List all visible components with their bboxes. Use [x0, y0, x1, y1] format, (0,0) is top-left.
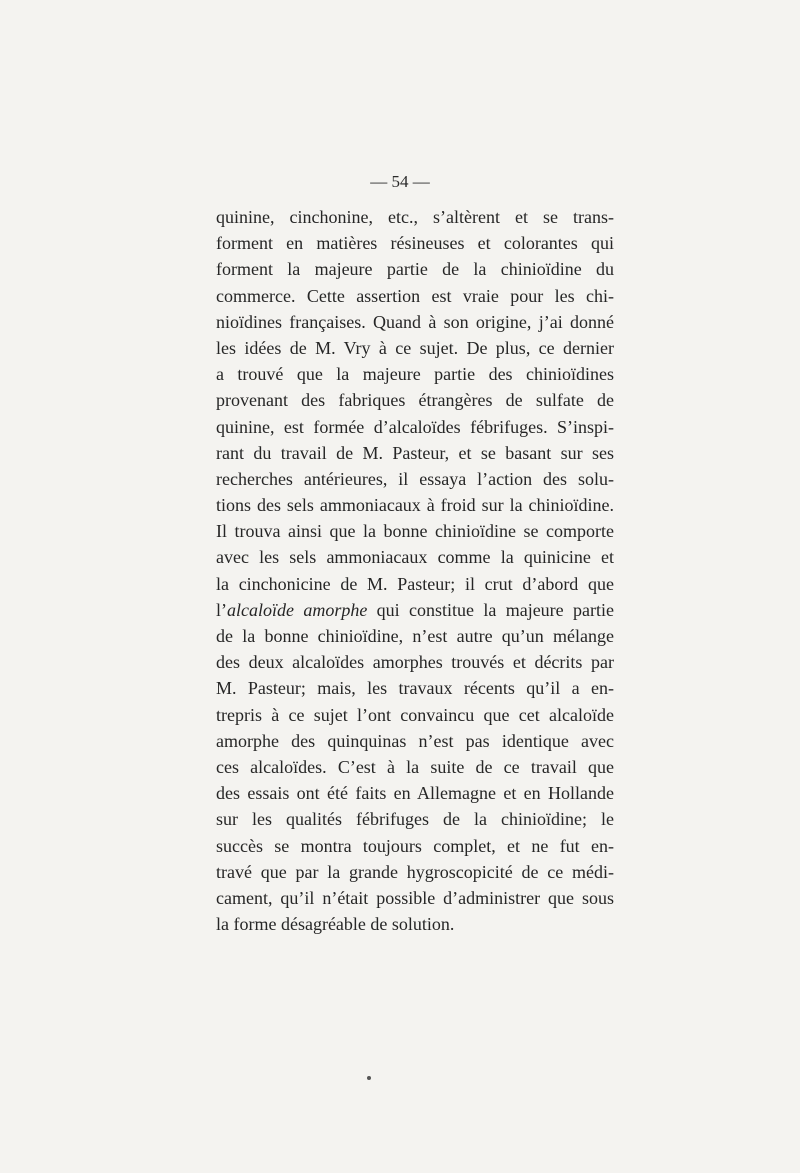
text-line: la cinchonicine de M. Pasteur; il crut d’abord que [216, 573, 614, 594]
text-line: nioïdines françaises. Quand à son origine, j’ai donné [216, 311, 614, 332]
text-line: Il trouva ainsi que la bonne chinioïdine se comporte [216, 521, 614, 542]
text-segment: l’ [216, 599, 227, 620]
text-segment: qui constitue la majeure partie [367, 599, 614, 620]
text-line: quinine, cinchonine, etc., s’altèrent et se trans- [216, 207, 614, 227]
text-line: les idées de M. Vry à ce sujet. De plus, ce dernier [216, 337, 614, 358]
text-line: trepris à ce sujet l’ont convaincu que cet alcaloïde [216, 704, 614, 725]
text-line-with-italic [216, 597, 614, 623]
text-line: provenant des fabriques étrangères de sulfate de [216, 390, 614, 411]
text-line: recherches antérieures, il essaya l’action des solu- [216, 468, 614, 489]
text-line: de la bonne chinioïdine, n’est autre qu’un mélange [216, 626, 614, 646]
text-line: forment en matières résineuses et colorantes qui [216, 233, 614, 254]
page-number: — 54 — [370, 172, 430, 191]
text-line: cament, qu’il n’était possible d’administrer que sous [216, 887, 614, 908]
text-line: sur les qualités fébrifuges de la chinioïdine; le [216, 809, 614, 830]
text-line: travé que par la grande hygroscopicité de ce médi- [216, 861, 614, 882]
text-line: commerce. Cette assertion est vraie pour les chi- [216, 285, 614, 306]
text-line: succès se montra toujours complet, et ne fut en- [216, 835, 614, 856]
text-line: des essais ont été faits en Allemagne et en Hollande [216, 783, 614, 804]
text-line-last: la forme désagréable de solution. [216, 914, 455, 935]
body-paragraph [216, 204, 614, 937]
text-line: tions des sels ammoniacaux à froid sur la chinioïdine. [216, 495, 614, 516]
text-line: M. Pasteur; mais, les travaux récents qu’il a en- [216, 678, 614, 699]
ink-speck [367, 1076, 371, 1080]
text-line: des deux alcaloïdes amorphes trouvés et décrits par [216, 652, 614, 673]
italic-term: alcaloïde amorphe [227, 599, 368, 620]
text-line: amorphe des quinquinas n’est pas identique avec [216, 730, 614, 751]
text-line: avec les sels ammoniacaux comme la quinicine et [216, 547, 614, 568]
text-line: a trouvé que la majeure partie des chinioïdines [216, 364, 614, 385]
text-line: ces alcaloïdes. C’est à la suite de ce travail que [216, 756, 614, 777]
text-line: quinine, est formée d’alcaloïdes fébrifuges. S’inspi- [216, 416, 614, 437]
text-line: rant du travail de M. Pasteur, et se basant sur ses [216, 442, 614, 463]
text-line: forment la majeure partie de la chinioïdine du [216, 259, 614, 280]
